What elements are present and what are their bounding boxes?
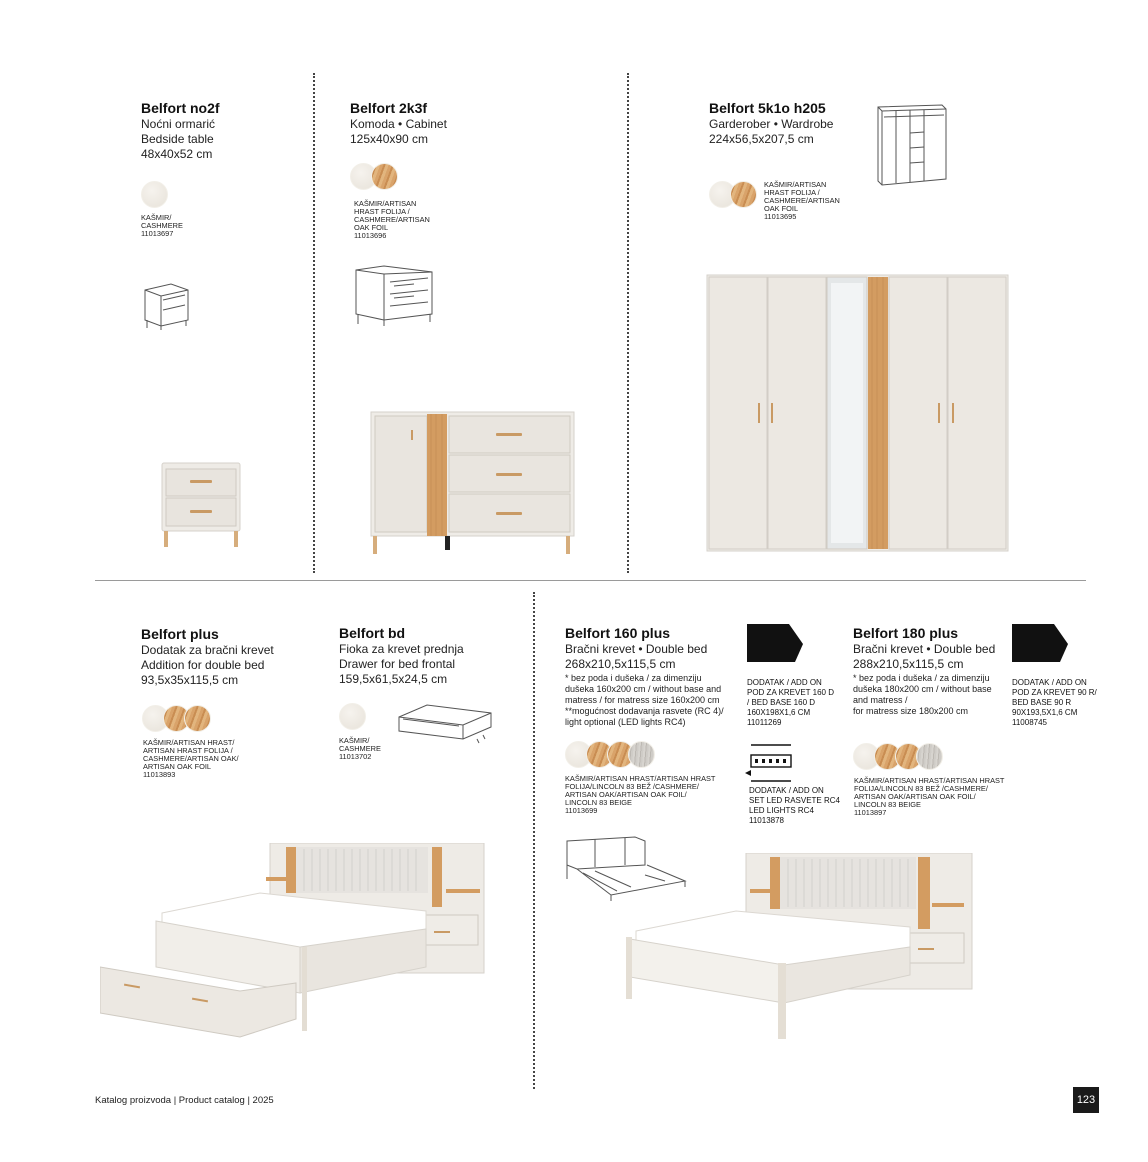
addon-bed-base-90: DODATAK / ADD ON POD ZA KREVET 90 R/ BED BASE 90 R 90X193,5X1,6 CM 11008745 — [1012, 678, 1097, 727]
product-image-plus-bed — [100, 843, 486, 1043]
product-note-180: * bez poda i dušeka / za dimenziju dušeka 180x200 cm / without base and matress / for matress size 180x200 cm — [853, 673, 992, 716]
product-image-2k3f — [369, 410, 576, 556]
product-note-160: * bez poda i dušeka / za dimenziju dušeka 160x200 cm / without base and matress / for matress size 160x200 cm **mogućnost dodavanja rasvete (RC 4)/ light optional (LED lights RC4) — [565, 673, 724, 727]
product-subtitle-local: Noćni ormarić — [141, 117, 216, 131]
product-image-160-bed — [624, 853, 974, 1041]
product-title: Belfort bd — [339, 625, 406, 641]
swatch-lincoln-beige — [916, 743, 943, 770]
finish-swatches-plus — [142, 705, 205, 732]
swatch-artisan-oak-foil — [184, 705, 211, 732]
product-title: Belfort no2f — [141, 100, 220, 116]
line-drawing-no2f — [141, 282, 191, 330]
finish-swatches-160 — [565, 741, 649, 768]
product-dimensions: 48x40x52 cm — [141, 147, 213, 161]
bed-base-icon-180 — [1010, 622, 1070, 664]
finish-label-plus: KAŠMIR/ARTISAN HRAST/ ARTISAN HRAST FOLIJA / CASHMERE/ARTISAN OAK/ ARTISAN OAK FOIL 11013893 — [143, 738, 239, 779]
finish-label-2k3f: KAŠMIR/ARTISAN HRAST FOLIJA / CASHMERE/ARTISAN OAK FOIL 11013696 — [354, 199, 430, 240]
product-plus — [141, 626, 274, 688]
product-subtitle: Bračni krevet • Double bed — [853, 642, 996, 656]
product-dimensions: 268x210,5x115,5 cm — [565, 657, 676, 671]
swatch-artisan-oak — [730, 181, 757, 208]
bed-base-icon — [745, 622, 805, 664]
product-subtitle: Komoda • Cabinet — [350, 117, 447, 131]
product-bd — [339, 625, 464, 687]
page-number: 123 — [1073, 1087, 1099, 1113]
product-no2f — [141, 100, 220, 162]
finish-label-5k1o: KAŠMIR/ARTISAN HRAST FOLIJA / CASHMERE/ARTISAN OAK FOIL 11013695 — [764, 180, 840, 221]
line-drawing-bd — [397, 703, 493, 745]
product-subtitle-local: Fioka za krevet prednja — [339, 642, 464, 656]
product-image-no2f — [160, 461, 242, 549]
swatch-cashmere — [141, 181, 168, 208]
swatch-lincoln-beige — [628, 741, 655, 768]
product-title: Belfort 180 plus — [853, 625, 959, 641]
finish-swatches-bd — [339, 703, 360, 730]
finish-swatches-180 — [853, 743, 937, 770]
product-title: Belfort 160 plus — [565, 625, 671, 641]
product-160-plus — [565, 625, 707, 672]
product-subtitle: Garderober • Wardrobe — [709, 117, 834, 131]
column-separator-3 — [533, 592, 535, 1089]
product-subtitle-en: Addition for double bed — [141, 658, 265, 672]
product-dimensions: 159,5x61,5x24,5 cm — [339, 672, 448, 686]
product-180-plus — [853, 625, 995, 672]
finish-label-no2f: KAŠMIR/ CASHMERE 11013697 — [141, 213, 183, 238]
product-dimensions: 93,5x35x115,5 cm — [141, 673, 239, 687]
product-subtitle-en: Drawer for bed frontal — [339, 657, 456, 671]
product-title: Belfort plus — [141, 626, 219, 642]
column-separator-2 — [627, 73, 629, 573]
product-dimensions: 224x56,5x207,5 cm — [709, 132, 814, 146]
product-title: Belfort 5k1o h205 — [709, 100, 826, 116]
line-drawing-5k1o — [876, 103, 948, 187]
footer-text: Katalog proizvoda | Product catalog | 2025 — [95, 1095, 274, 1106]
product-dimensions: 125x40x90 cm — [350, 132, 429, 146]
line-drawing-2k3f — [354, 264, 434, 328]
product-subtitle: Bračni krevet • Double bed — [565, 642, 708, 656]
product-5k1o-h205 — [709, 100, 833, 147]
product-dimensions: 288x210,5x115,5 cm — [853, 657, 964, 671]
swatch-artisan-oak — [371, 163, 398, 190]
finish-swatches-5k1o — [709, 181, 751, 208]
finish-label-180: KAŠMIR/ARTISAN HRAST/ARTISAN HRAST FOLIJA/LINCOLN 83 BEŽ /CASHMERE/ ARTISAN OAK/ARTISAN OAK FOIL/ LINCOLN 83 BEIGE 11013897 — [854, 776, 1005, 817]
product-2k3f — [350, 100, 447, 147]
product-subtitle-local: Dodatak za bračni krevet — [141, 643, 274, 657]
addon-led-lights: DODATAK / ADD ON SET LED RASVETE RC4 LED LIGHTS RC4 11013878 — [749, 786, 840, 825]
product-title: Belfort 2k3f — [350, 100, 428, 116]
column-separator-1 — [313, 73, 315, 573]
finish-swatches-2k3f — [350, 163, 392, 190]
led-lights-icon — [745, 743, 793, 783]
addon-bed-base-160: DODATAK / ADD ON POD ZA KREVET 160 D / BED BASE 160 D 160X198X1,6 CM 11011269 — [747, 678, 834, 727]
swatch-cashmere — [339, 703, 366, 730]
product-subtitle-en: Bedside table — [141, 132, 214, 146]
row-separator — [95, 580, 1086, 581]
finish-label-bd: KAŠMIR/ CASHMERE 11013702 — [339, 736, 381, 761]
product-image-5k1o — [705, 273, 1010, 555]
finish-swatches-no2f — [141, 181, 162, 208]
finish-label-160: KAŠMIR/ARTISAN HRAST/ARTISAN HRAST FOLIJA/LINCOLN 83 BEŽ /CASHMERE/ ARTISAN OAK/ARTISAN OAK FOIL/ LINCOLN 83 BEIGE 11013699 — [565, 774, 716, 815]
